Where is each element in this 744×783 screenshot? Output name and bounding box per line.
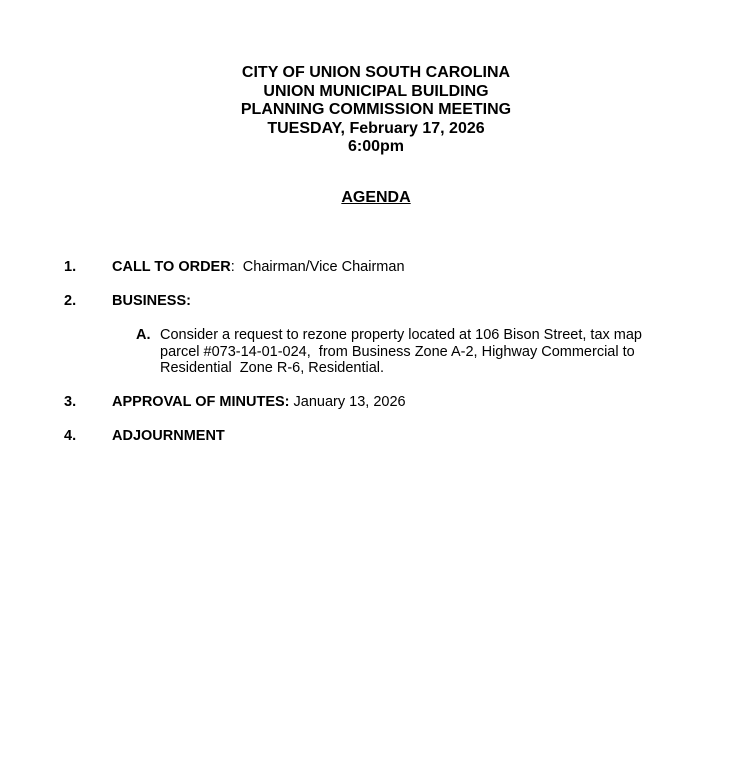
subitem-line: Residential Zone R-6, Residential. bbox=[160, 360, 385, 376]
item-label: CALL TO ORDER bbox=[112, 259, 231, 275]
item-separator: : bbox=[230, 259, 235, 275]
header-date: TUESDAY, February 17, 2026 bbox=[267, 119, 485, 137]
item-number: 3. bbox=[64, 394, 77, 410]
subitem-letter: A. bbox=[136, 327, 151, 343]
item-number: 2. bbox=[64, 293, 77, 309]
header-meeting: PLANNING COMMISSION MEETING bbox=[240, 101, 512, 118]
item-label: BUSINESS: bbox=[112, 293, 191, 309]
meeting-header bbox=[0, 64, 744, 157]
item-label: APPROVAL OF MINUTES: bbox=[112, 394, 290, 410]
header-building: UNION MUNICIPAL BUILDING bbox=[263, 82, 489, 100]
subitem-line: Consider a request to rezone property located at 106 Bison Street, tax map bbox=[160, 327, 642, 343]
item-detail: Chairman/Vice Chairman bbox=[234, 259, 405, 275]
item-number: 1. bbox=[64, 259, 77, 275]
item-detail: January 13, 2026 bbox=[289, 394, 406, 410]
header-city: CITY OF UNION SOUTH CAROLINA bbox=[241, 64, 511, 81]
subitem-line: parcel #073-14-01-024, from Business Zone A-2, Highway Commercial to bbox=[160, 343, 635, 360]
agenda-title: AGENDA bbox=[341, 189, 411, 206]
subitem-text bbox=[160, 327, 660, 377]
header-time: 6:00pm bbox=[347, 138, 405, 155]
item-label: ADJOURNMENT bbox=[112, 428, 225, 444]
item-number: 4. bbox=[64, 428, 77, 444]
